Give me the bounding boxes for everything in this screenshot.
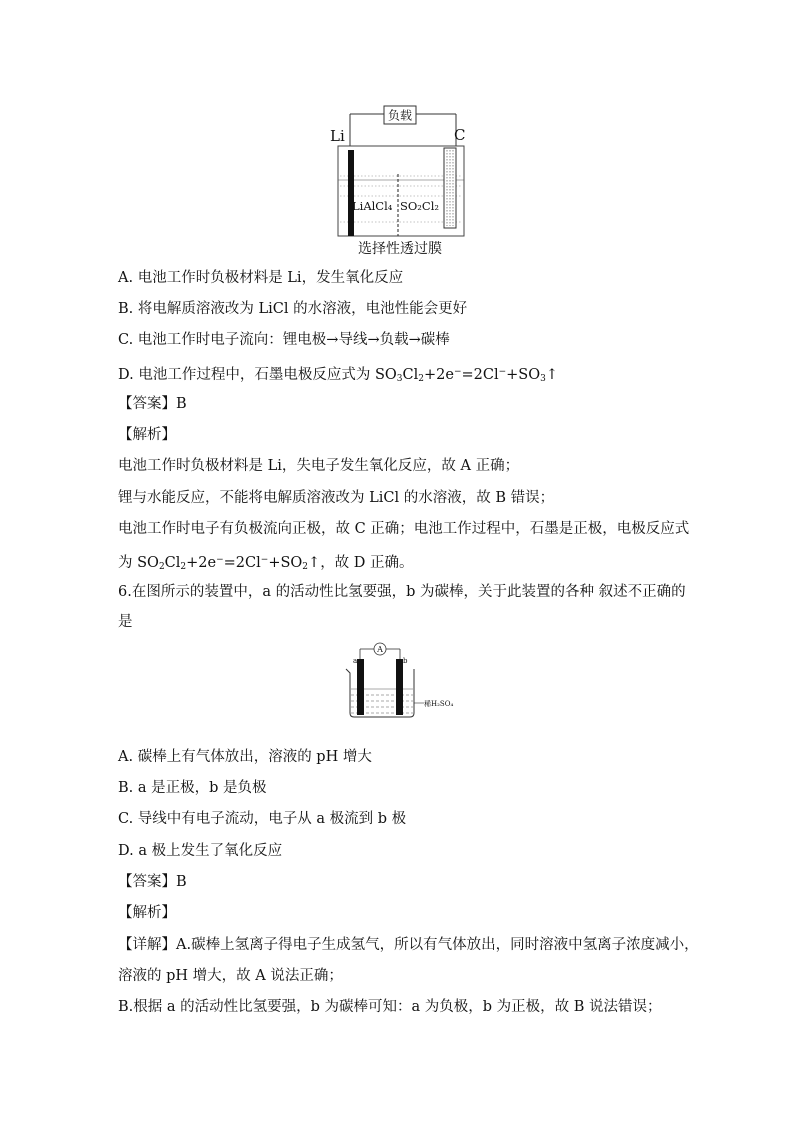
electrode-a (357, 659, 364, 715)
electrode-b-label: b (403, 657, 408, 665)
q6-stem-line-2: 是 (118, 614, 133, 630)
q6-option-d: D. a 极上发生了氧化反应 (118, 843, 283, 859)
q6-detail-line-3: B.根据 a 的活动性比氢要强，b 为碳棒可知：a 为负极，b 为正极，故 B 说法错误； (118, 999, 662, 1015)
q6-option-a: A. 碳棒上有气体放出，溶液的 pH 增大 (118, 749, 372, 765)
ammeter-label: A (377, 645, 383, 654)
electrode-b (396, 659, 403, 715)
right-solution-label: SO₂Cl₂ (400, 199, 440, 213)
q6-detail-line-2: 溶液的 pH 增大，故 A 说法正确； (118, 968, 343, 984)
solution-label: 稀H₂SO₄ (424, 700, 454, 708)
q5-analysis-line-3: 电池工作时电子有负极流向正极，故 C 正确；电池工作过程中，石墨是正极，电极反应式 (118, 521, 690, 537)
left-solution-label: LiAlCl₄ (352, 199, 393, 213)
q6-option-b: B. a 是正极，b 是负极 (118, 780, 267, 796)
battery-diagram (330, 100, 470, 262)
q5-analysis-line-4 (118, 550, 414, 577)
q5-answer: 【答案】B (118, 396, 187, 412)
c-electrode-label: C (454, 126, 466, 144)
q5-option-b: B. 将电解质溶液改为 LiCl 的水溶液，电池性能会更好 (118, 301, 468, 317)
q5-analysis-line-1: 电池工作时负极材料是 Li，失电子发生氧化反应，故 A 正确； (118, 458, 520, 474)
q5-option-a: A. 电池工作时负极材料是 Li，发生氧化反应 (118, 270, 404, 286)
q6-stem-line-1: 6.在图所示的装置中，a 的活动性比氢要强，b 为碳棒，关于此装置的各种 叙述不正确的 (118, 584, 686, 600)
electrode-a-label: a (353, 657, 358, 665)
li-electrode (348, 150, 354, 236)
li-electrode-label: Li (330, 127, 345, 145)
q5-analysis-equation: $SO_2Cl_2+2e^-=2Cl^-+SO_2↑$ (137, 555, 321, 572)
q6-option-c: C. 导线中有电子流动，电子从 a 极流到 b 极 (118, 811, 407, 827)
q6-analysis-title: 【解析】 (118, 905, 176, 921)
q5-option-d (118, 362, 558, 389)
q5-analysis-line-4-suffix: ，故 D 正确。 (320, 555, 414, 571)
q6-answer: 【答案】B (118, 874, 187, 890)
q5-analysis-title: 【解析】 (118, 427, 176, 443)
membrane-caption: 选择性透过膜 (358, 241, 442, 257)
q5-analysis-line-4-prefix: 为 (118, 555, 138, 571)
q5-option-d-text: D. 电池工作过程中，石墨电极反应式为 (118, 367, 375, 383)
galvanic-cell-diagram (344, 637, 459, 719)
q5-option-d-equation: $SO_3Cl_2+2e^-=2Cl^-+SO_3↑$ (374, 367, 559, 384)
q5-analysis-line-2: 锂与水能反应，不能将电解质溶液改为 LiCl 的水溶液，故 B 错误； (118, 490, 555, 506)
q5-option-c: C. 电池工作时电子流向：锂电极→导线→负载→碳棒 (118, 332, 450, 348)
load-label: 负载 (387, 108, 413, 123)
q6-detail-line-1: 【详解】A.碳棒上氢离子得电子生成氢气，所以有气体放出，同时溶液中氢离子浓度减小， (118, 937, 699, 953)
